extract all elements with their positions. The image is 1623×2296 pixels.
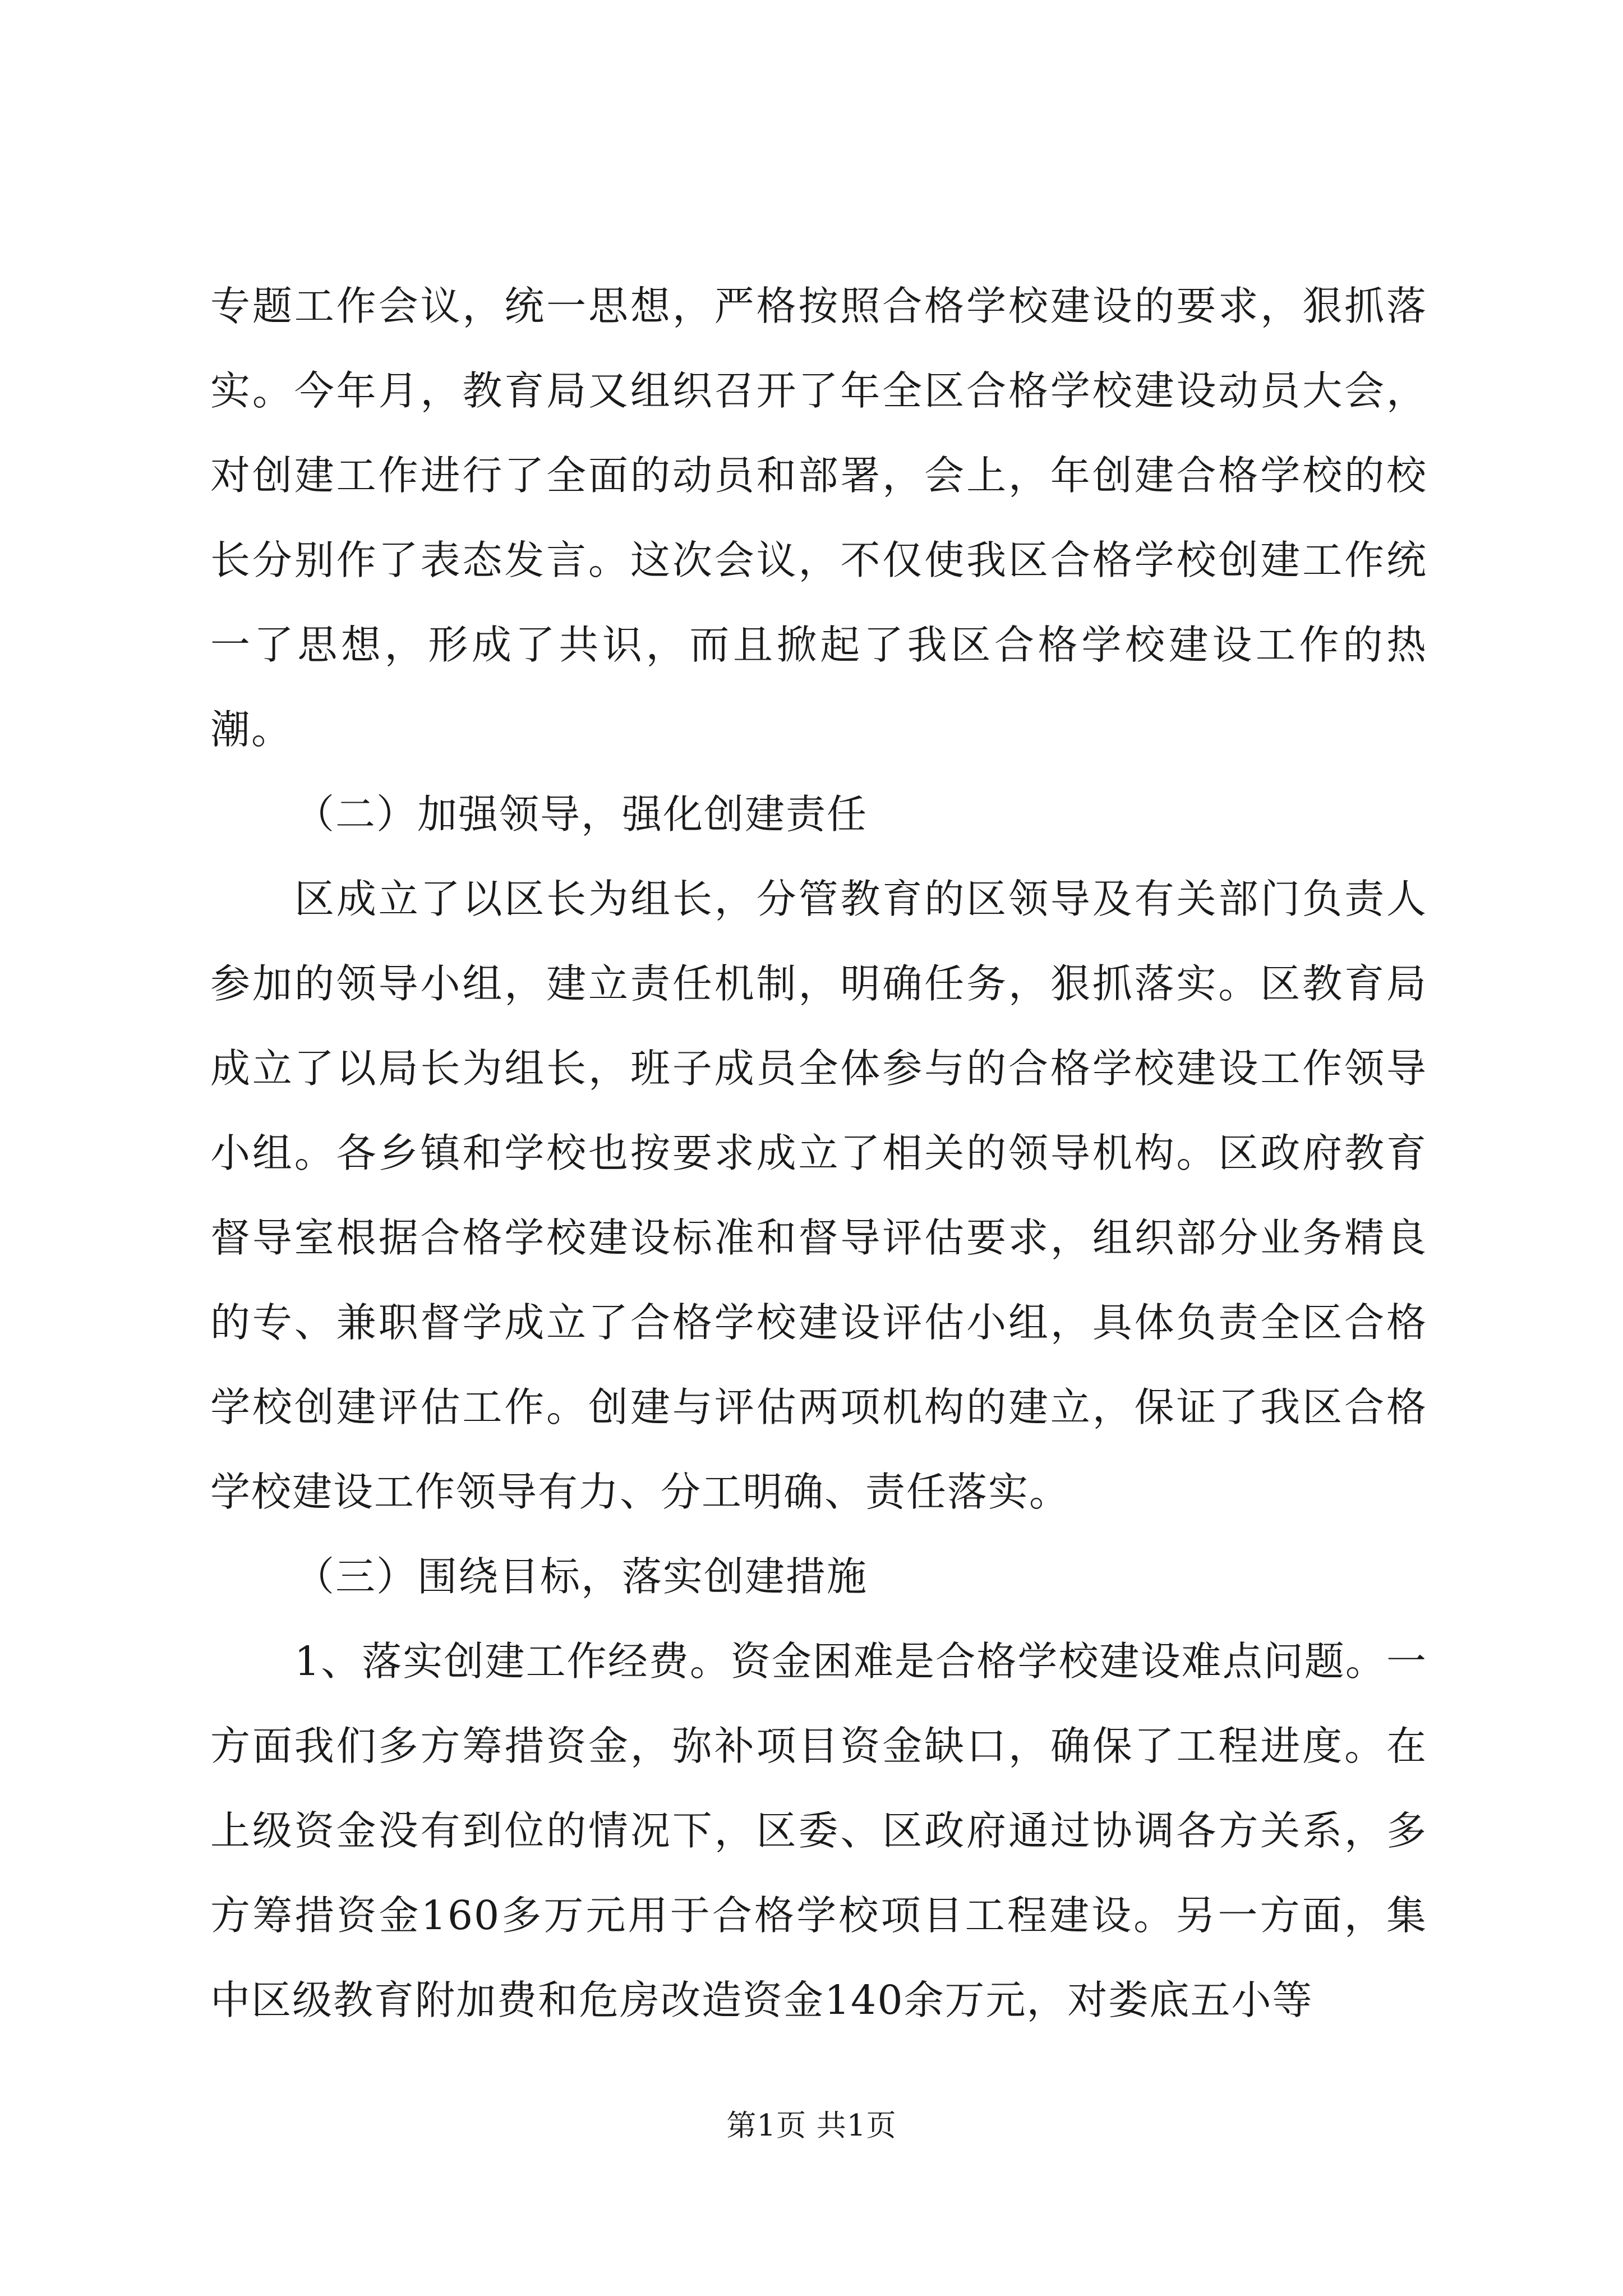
section-heading-2: （二）加强领导，强化创建责任 [294, 791, 868, 838]
paragraph-continuation: 专题工作会议，统一思想，严格按照合格学校建设的要求，狠抓落实。今年月，教育局又组织召开了年全区合格学校建设动员大会，对创建工作进行了全面的动员和部署，会上，年创建合格学校的校长分别作了表态发言。这次会议，不仅使我区合格学校创建工作统一了思想，形成了共识，而且掀起了我区合格学校建设工作的热潮。 [210, 283, 1427, 753]
section-heading-3: （三）围绕目标，落实创建措施 [294, 1553, 868, 1600]
paragraph-leadership: 区成立了以区长为组长，分管教育的区领导及有关部门负责人参加的领导小组，建立责任机制，明确任务，狠抓落实。区教育局成立了以局长为组长，班子成员全体参与的合格学校建设工作领导小组。各乡镇和学校也按要求成立了相关的领导机构。区政府教育督导室根据合格学校建设标准和督导评估要求，组织部分业务精良的专、兼职督学成立了合格学校建设评估小组，具体负责全区合格学校创建评估工作。创建与评估两项机构的建立，保证了我区合格学校建设工作领导有力、分工明确、责任落实。 [210, 876, 1427, 1515]
page-footer: 第1页 共1页 [726, 2109, 897, 2143]
document-body [210, 264, 1427, 2042]
paragraph-funding: 1、落实创建工作经费。资金困难是合格学校建设难点问题。一方面我们多方筹措资金，弥补项目资金缺口，确保了工程进度。在上级资金没有到位的情况下，区委、区政府通过协调各方关系，多方筹措资金160多万元用于合格学校项目工程建设。另一方面，集中区级教育附加费和危房改造资金140余万元，对娄底五小等 [210, 1638, 1427, 2023]
